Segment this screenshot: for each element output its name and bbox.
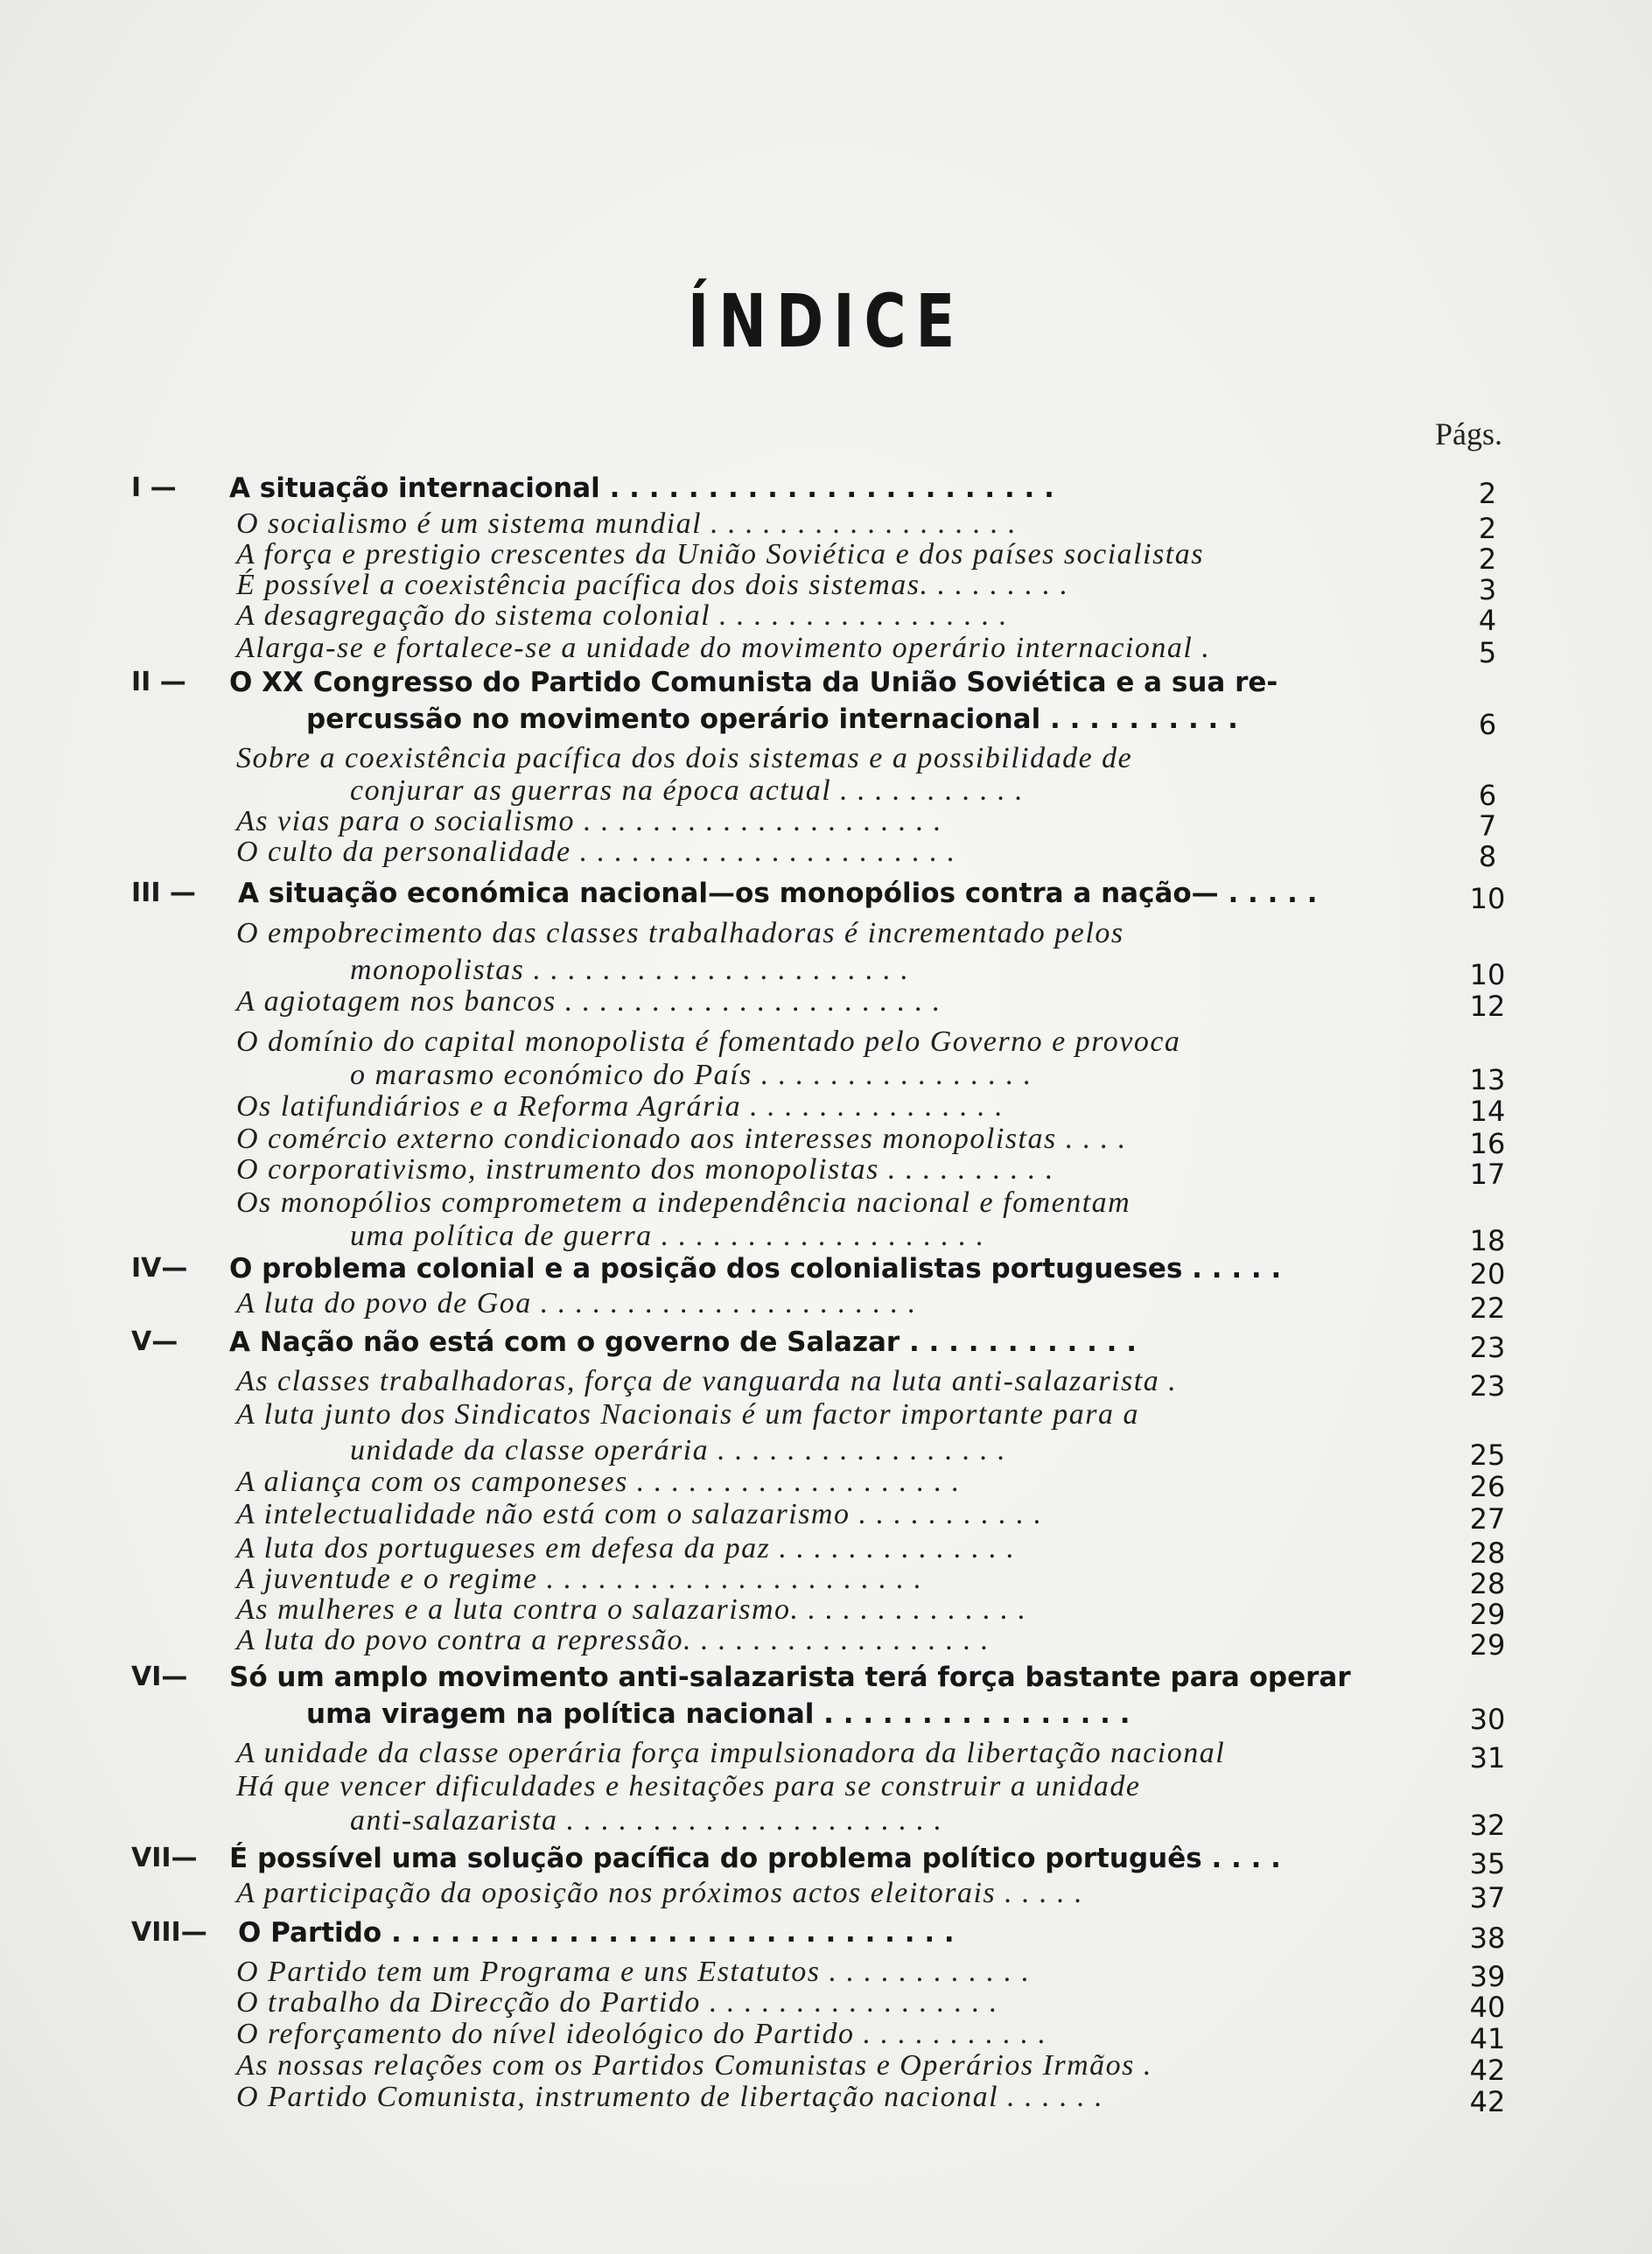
pages-column-label: Págs. <box>1435 416 1503 452</box>
chapter-number: III — <box>131 878 196 908</box>
toc-entry <box>236 742 1132 775</box>
section-title-continued: o marasmo económico do País . . . . . . . . . . . . . . . . <box>350 1059 1032 1091</box>
toc-entry <box>236 2049 1152 2082</box>
page-number: 32 <box>1469 1809 1506 1842</box>
toc-entry <box>236 1563 923 1596</box>
section-title: A luta do povo contra a repressão. . . . . . . . . . . . . . . . . . <box>236 1624 990 1656</box>
section-title: O reforçamento do nível ideológico do Partido . . . . . . . . . . . <box>236 2018 1047 2050</box>
section-title-continued: uma política de guerra . . . . . . . . . . . . . . . . . . . <box>350 1220 985 1252</box>
page-number: 7 <box>1478 809 1497 843</box>
toc-entry <box>236 836 956 869</box>
section-title-continued: conjurar as guerras na época actual . . . . . . . . . . . <box>350 774 1025 807</box>
section-title: O corporativismo, instrumento dos monopolistas . . . . . . . . . . <box>236 1153 1054 1186</box>
page-number: 4 <box>1478 604 1497 637</box>
section-title: As classes trabalhadoras, força de vanguarda na luta anti-salazarista . <box>236 1365 1178 1397</box>
toc-entry <box>236 1877 1083 1910</box>
page-number: 3 <box>1478 573 1497 606</box>
page-number: 31 <box>1469 1741 1506 1774</box>
toc-entry <box>236 1498 1042 1531</box>
chapter-title-continued: uma viragem na política nacional . . . . . . . . . . . . . . . . <box>306 1698 1130 1730</box>
page-number: 5 <box>1478 636 1497 669</box>
toc-entry <box>236 569 1069 602</box>
page-number: 40 <box>1469 1991 1506 2024</box>
page-number: 23 <box>1469 1331 1506 1364</box>
page-number: 25 <box>1469 1438 1506 1472</box>
page-number: 29 <box>1469 1628 1506 1662</box>
toc-entry <box>236 1123 1127 1156</box>
page-number: 18 <box>1469 1224 1506 1257</box>
toc-entry <box>236 1532 1015 1565</box>
page-number: 35 <box>1469 1847 1506 1880</box>
page-number: 38 <box>1469 1922 1506 1955</box>
toc-entry <box>236 632 1210 665</box>
toc-entry <box>350 1804 942 1838</box>
page-number: 26 <box>1469 1470 1506 1503</box>
toc-entry <box>236 1593 1027 1627</box>
toc-entry <box>350 1220 985 1253</box>
toc-entry <box>236 2018 1046 2051</box>
page-number: 27 <box>1469 1502 1506 1536</box>
toc-entry <box>350 1434 1006 1467</box>
toc-entry <box>236 538 1204 571</box>
toc-entry <box>236 1770 1140 1803</box>
page-number: 8 <box>1478 840 1497 873</box>
toc-entry <box>236 1956 1031 1989</box>
chapter-title: Só um amplo movimento anti-salazarista terá força bastante para operar <box>229 1662 1351 1693</box>
section-title: O empobrecimento das classes trabalhadoras é incrementado pelos <box>236 917 1124 949</box>
page-number: 16 <box>1469 1127 1506 1160</box>
section-title: Alarga-se e fortalece-se a unidade do movimento operário internacional . <box>236 632 1211 664</box>
toc-entry <box>236 1398 1139 1432</box>
section-title: A força e prestigio crescentes da União Soviética e dos países socialistas <box>236 538 1204 570</box>
page-number: 22 <box>1469 1292 1506 1325</box>
page-number: 41 <box>1469 2022 1506 2055</box>
page-number: 23 <box>1469 1369 1506 1403</box>
section-title: A intelectualidade não está com o salazarismo . . . . . . . . . . . <box>236 1498 1043 1530</box>
section-title: O comércio externo condicionado aos interesses monopolistas . . . . <box>236 1123 1127 1155</box>
page-number: 42 <box>1469 2085 1506 2118</box>
page-number: 2 <box>1478 542 1497 576</box>
section-title: É possível a coexistência pacífica dos dois sistemas. . . . . . . . . <box>236 569 1069 601</box>
page-number: 28 <box>1469 1536 1506 1570</box>
toc-entry <box>236 1624 990 1657</box>
section-title: A desagregação do sistema colonial . . . . . . . . . . . . . . . . . <box>236 599 1009 632</box>
section-title-continued: monopolistas . . . . . . . . . . . . . . . . . . . . . . <box>350 954 910 986</box>
toc-entry <box>236 805 942 838</box>
toc-entry <box>236 1153 1054 1186</box>
page-number: 30 <box>1469 1703 1506 1736</box>
page-number: 42 <box>1469 2054 1506 2087</box>
chapter-title-continued: percussão no movimento operário internacional . . . . . . . . . . <box>306 704 1238 735</box>
toc-entry <box>236 1737 1225 1770</box>
page-number: 28 <box>1469 1567 1506 1600</box>
section-title: As vias para o socialismo . . . . . . . . . . . . . . . . . . . . . <box>236 805 942 837</box>
section-title: O domínio do capital monopolista é fomentado pelo Governo e provoca <box>236 1026 1181 1058</box>
toc-entry <box>236 1287 917 1320</box>
section-title: A juventude e o regime . . . . . . . . . . . . . . . . . . . . . . <box>236 1563 923 1595</box>
section-title: A luta do povo de Goa . . . . . . . . . . . . . . . . . . . . . . <box>236 1287 917 1320</box>
page-number: 17 <box>1469 1158 1506 1191</box>
toc-entry <box>236 917 1124 950</box>
chapter-number: V— <box>131 1326 178 1357</box>
page-number: 12 <box>1469 990 1506 1023</box>
section-title: A unidade da classe operária força impulsionadora da libertação nacional <box>236 1737 1226 1769</box>
section-title: As nossas relações com os Partidos Comunistas e Operários Irmãos . <box>236 2049 1152 2082</box>
section-title: A luta junto dos Sindicatos Nacionais é um factor importante para a <box>236 1398 1140 1431</box>
page-number: 6 <box>1478 708 1497 741</box>
section-title: Os monopólios comprometem a independência nacional e fomentam <box>236 1186 1131 1219</box>
toc-entry <box>350 1059 1032 1092</box>
toc-entry <box>236 985 942 1018</box>
chapter-title: A Nação não está com o governo de Salazar . . . . . . . . . . . . <box>229 1326 1138 1358</box>
page-number: 6 <box>1478 779 1497 812</box>
chapter-number: VII— <box>131 1843 198 1873</box>
section-title: Os latifundiários e a Reforma Agrária . . . . . . . . . . . . . . . <box>236 1090 1004 1123</box>
section-title: Sobre a coexistência pacífica dos dois sistemas e a possibilidade de <box>236 742 1133 774</box>
page-number: 10 <box>1469 958 1506 991</box>
page-number: 2 <box>1478 512 1497 545</box>
chapter-number: VI— <box>131 1662 188 1692</box>
chapter-number: VIII— <box>131 1917 207 1948</box>
section-title: O Partido tem um Programa e uns Estatutos . . . . . . . . . . . . <box>236 1956 1031 1988</box>
toc-entry <box>236 1365 1177 1398</box>
chapter-number: I — <box>131 472 177 503</box>
section-title: A participação da oposição nos próximos actos eleitorais . . . . . <box>236 1877 1084 1909</box>
toc-entry <box>236 1186 1130 1220</box>
chapter-title: A situação económica nacional—os monopólios contra a nação— . . . . . <box>238 878 1318 909</box>
chapter-title: O Partido . . . . . . . . . . . . . . . . . . . . . . . . . . . . . <box>238 1917 955 1949</box>
page-title: ÍNDICE <box>687 278 965 364</box>
page-number: 2 <box>1478 477 1497 510</box>
page-number: 29 <box>1469 1598 1506 1631</box>
section-title: A luta dos portugueses em defesa da paz . . . . . . . . . . . . . . <box>236 1532 1016 1564</box>
toc-entry <box>236 1986 998 2020</box>
page-number: 20 <box>1469 1257 1506 1291</box>
toc-entry <box>236 1466 961 1499</box>
chapter-title: O problema colonial e a posição dos colonialistas portugueses . . . . . <box>229 1253 1282 1284</box>
chapter-title: A situação internacional . . . . . . . . . . . . . . . . . . . . . . . <box>229 472 1054 504</box>
section-title: Há que vencer dificuldades e hesitações para se construir a unidade <box>236 1770 1141 1802</box>
chapter-number: IV— <box>131 1253 188 1284</box>
page-number: 37 <box>1469 1881 1506 1914</box>
chapter-title: É possível uma solução pacífica do problema político português . . . . <box>229 1843 1281 1874</box>
toc-entry <box>236 599 1008 633</box>
toc-entry <box>236 2081 1103 2114</box>
toc-entry <box>236 508 1017 541</box>
section-title: O Partido Comunista, instrumento de libertação nacional . . . . . . <box>236 2081 1104 2113</box>
section-title: A agiotagem nos bancos . . . . . . . . . . . . . . . . . . . . . . <box>236 985 942 1018</box>
toc-entry <box>306 704 1238 735</box>
page-number: 10 <box>1469 882 1506 915</box>
chapter-number: II — <box>131 667 186 697</box>
toc-entry <box>236 1026 1180 1059</box>
section-title: As mulheres e a luta contra o salazarismo. . . . . . . . . . . . . . <box>236 1593 1027 1626</box>
toc-entry <box>350 774 1024 808</box>
section-title: O socialismo é um sistema mundial . . . . . . . . . . . . . . . . . . <box>236 508 1018 540</box>
section-title: A aliança com os camponeses . . . . . . . . . . . . . . . . . . . <box>236 1466 961 1498</box>
section-title: O trabalho da Direcção do Partido . . . . . . . . . . . . . . . . . <box>236 1986 998 2019</box>
page-number: 13 <box>1469 1063 1506 1096</box>
section-title-continued: anti-salazarista . . . . . . . . . . . . . . . . . . . . . . <box>350 1804 943 1837</box>
section-title-continued: unidade da classe operária . . . . . . . . . . . . . . . . . <box>350 1434 1007 1466</box>
section-title: O culto da personalidade . . . . . . . . . . . . . . . . . . . . . . <box>236 836 956 868</box>
page-number: 39 <box>1469 1960 1506 1993</box>
toc-entry <box>350 954 909 987</box>
toc-entry <box>306 1698 1130 1730</box>
toc-entry <box>236 1090 1004 1124</box>
page-number: 14 <box>1469 1095 1506 1128</box>
chapter-title: O XX Congresso do Partido Comunista da União Soviética e a sua re- <box>229 667 1278 698</box>
